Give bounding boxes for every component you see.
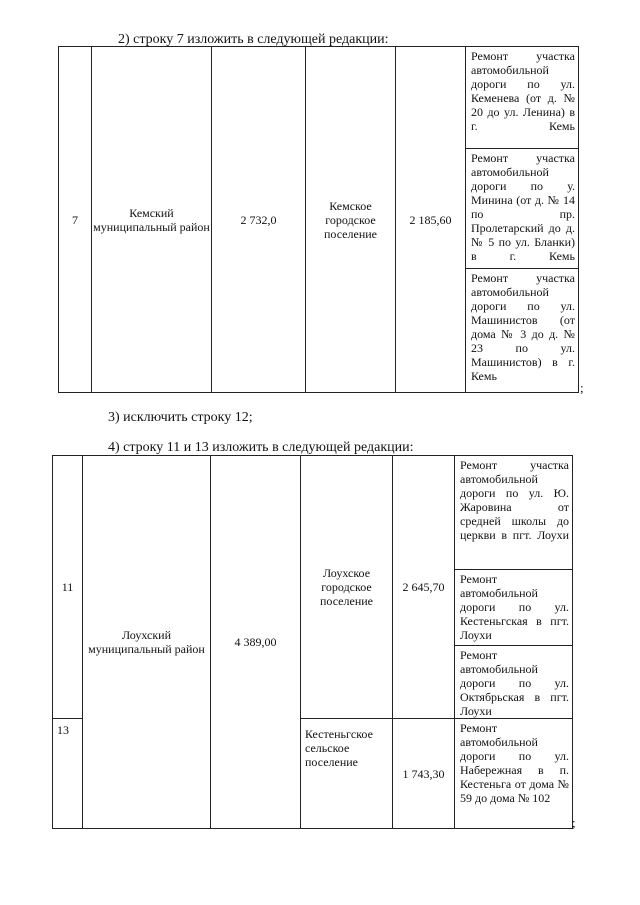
work-description: Ремонт участка автомобильной дороги по ул. Ю. Жаровина от средней школы до церкви в пгт. Лоухи [455, 456, 573, 570]
district-name: Кемский муниципальный район [92, 47, 212, 393]
settlement-name: Лоухское городское поселение [301, 456, 393, 719]
work-description: Ремонт автомобильной дороги по ул. Кестеньгская в пгт. Лоухи [455, 570, 573, 646]
row-number: 7 [59, 47, 92, 393]
table-rows-11-13 [52, 455, 573, 829]
row-number: 11 [53, 456, 83, 719]
work-description: Ремонт автомобильной дороги по ул. Набережная в п. Кестеньга от дома № 59 до дома № 102 [455, 719, 573, 829]
settlement-amount: 2 645,70 [393, 456, 455, 719]
end-semicolon: ; [580, 380, 584, 395]
district-amount: 2 732,0 [212, 47, 306, 393]
table-row-7 [58, 46, 579, 393]
work-description: Ремонт автомобильной дороги по ул. Октябрьская в пгт. Лоухи [455, 646, 573, 719]
row-number: 13 [53, 719, 83, 829]
settlement-name: Кестеньгское сельское поселение [301, 719, 393, 829]
settlement-amount: 1 743,30 [393, 719, 455, 829]
item-3-heading: 3) исключить строку 12; [108, 410, 253, 425]
work-description: Ремонт участка автомобильной дороги по у. Минина (от д. № 14 по пр. Пролетарский до д. № 5 по ул. Бланки) в г. Кемь [466, 149, 579, 269]
item-2-heading: 2) строку 7 изложить в следующей редакции: [118, 32, 389, 47]
end-semicolon: ; [572, 815, 576, 830]
item-4-heading: 4) строку 11 и 13 изложить в следующей редакции: [108, 440, 414, 455]
district-amount: 4 389,00 [211, 456, 301, 829]
work-description: Ремонт участка автомобильной дороги по ул. Кеменева (от д. № 20 до ул. Ленина) в г. Кемь [466, 47, 579, 149]
settlement-amount: 2 185,60 [396, 47, 466, 393]
settlement-name: Кемское городское поселение [306, 47, 396, 393]
district-name: Лоухский муниципальный район [83, 456, 211, 829]
work-description: Ремонт участка автомобильной дороги по ул. Машинистов (от дома № 3 до д. № 23 по ул. Машинистов) в г. Кемь [466, 269, 579, 393]
